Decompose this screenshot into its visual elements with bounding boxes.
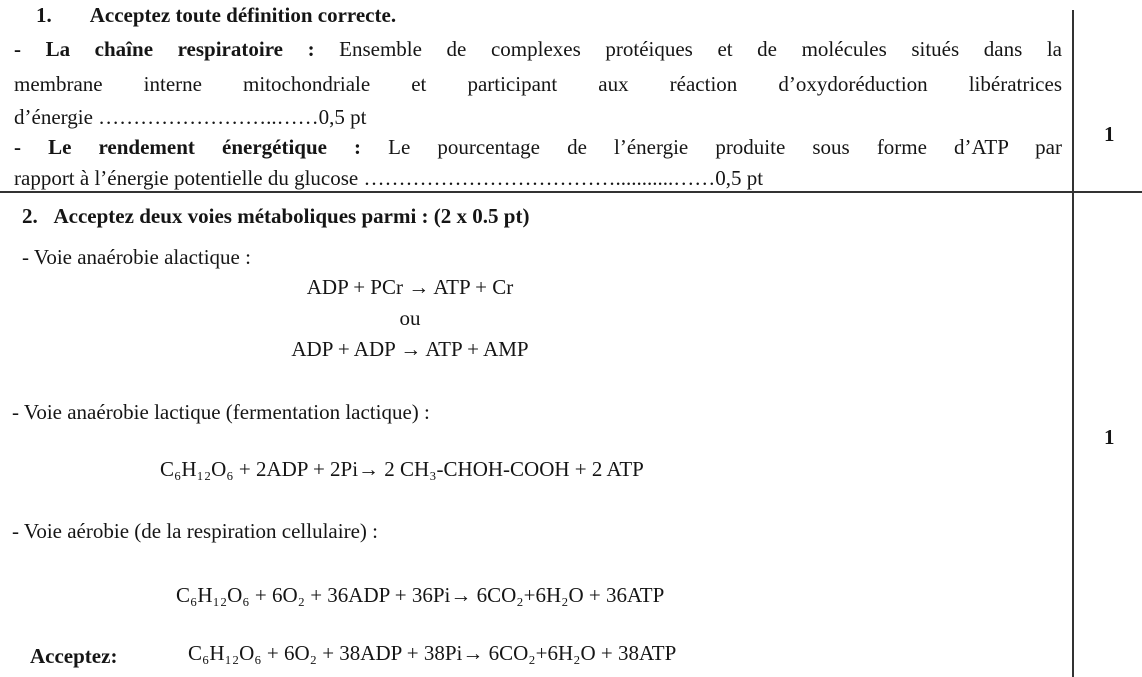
alactic-equation-1: ADP + PCr → ATP + Cr — [306, 275, 514, 299]
def1-term: - La chaîne respiratoire : — [14, 37, 315, 61]
section2-number: 2. — [22, 204, 38, 228]
def2-text1: Le pourcentage de l’énergie produite sous forme d’ATP par — [388, 135, 1062, 159]
alactic-label: - Voie anaérobie alactique : — [22, 245, 251, 269]
column-divider — [1072, 10, 1074, 677]
section1-heading — [36, 2, 396, 28]
def1-line3: d’énergie ……………………..……0,5 pt — [14, 105, 367, 129]
lactic-label: - Voie anaérobie lactique (fermentation lactique) : — [12, 400, 430, 424]
section1-title: Acceptez toute définition correcte. — [89, 3, 397, 27]
row-divider — [0, 191, 1142, 193]
def1-text1: Ensemble de complexes protéiques et de molécules situés dans la — [339, 37, 1062, 61]
aerobic-equation: C₆H₁₂O₆ + 6O₂ + 36ADP + 36Pi→ 6CO₂+6H₂O + 36ATP — [176, 583, 665, 607]
alactic-or: ou — [399, 306, 421, 330]
section1-score: 1 — [1104, 122, 1115, 146]
def2-term: - Le rendement énergétique : — [14, 135, 362, 159]
section1-number: 1. — [36, 3, 52, 27]
section2-title: Acceptez deux voies métaboliques parmi : (2 x 0.5 pt) — [53, 204, 530, 228]
def1-line2: membrane interne mitochondriale et participant aux réaction d’oxydoréduction libératrices — [14, 72, 1062, 96]
accept-label: Acceptez: — [30, 644, 118, 668]
accept-equation: C₆H₁₂O₆ + 6O₂ + 38ADP + 38Pi→ 6CO₂+6H₂O + 38ATP — [188, 641, 677, 665]
def1-line1 — [14, 36, 1062, 62]
section2-score: 1 — [1104, 425, 1115, 449]
def2-line2: rapport à l’énergie potentielle du glucose ………………………………...........……0,5 pt — [14, 166, 764, 190]
aerobic-label: - Voie aérobie (de la respiration cellulaire) : — [12, 519, 378, 543]
lactic-equation: C₆H₁₂O₆ + 2ADP + 2Pi→ 2 CH₃-CHOH-COOH + 2 ATP — [160, 457, 644, 481]
def2-line1 — [14, 134, 1062, 160]
section2-heading — [22, 203, 529, 229]
alactic-equation-2: ADP + ADP → ATP + AMP — [291, 337, 529, 361]
